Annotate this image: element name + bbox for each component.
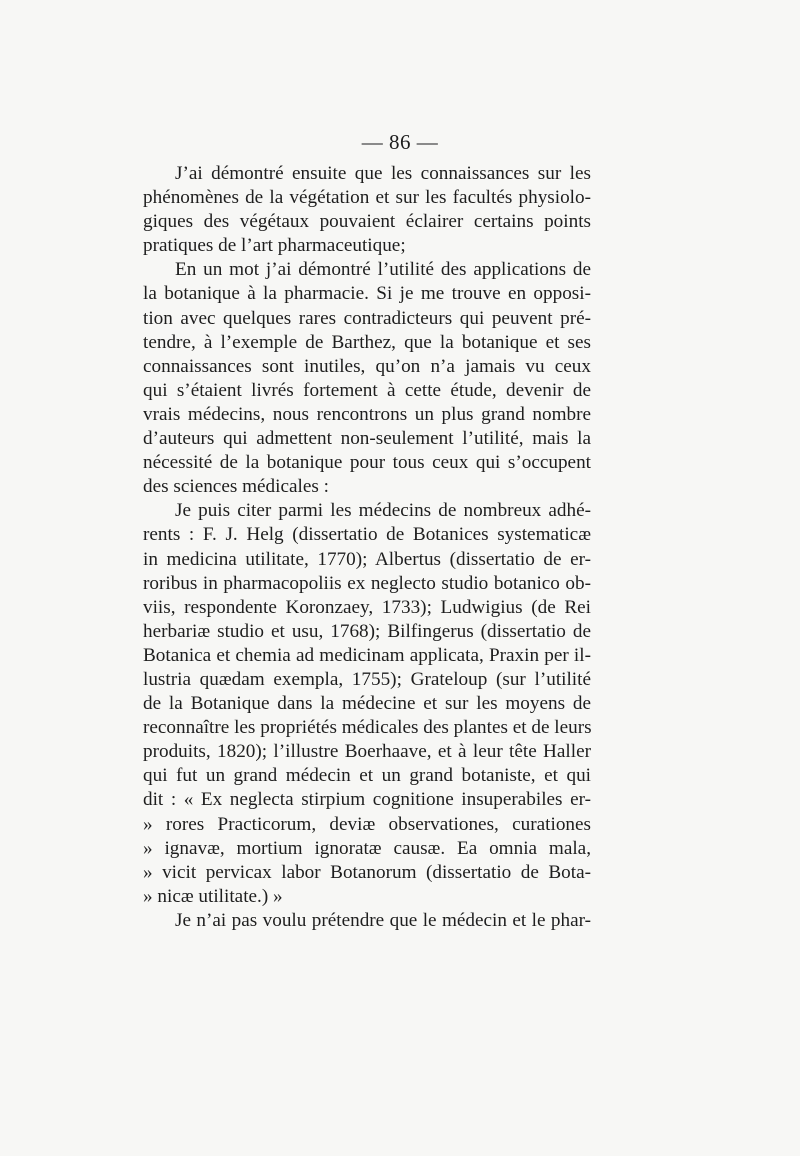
text-line: roribus in pharmacopoliis ex neglecto studio botanico ob- [143,572,591,594]
paragraph-4 [143,909,591,933]
text-line: » nicæ utilitate.) » [143,885,283,907]
text-line: des sciences médicales : [143,476,329,498]
text-line: de la Botanique dans la médecine et sur les moyens de [143,693,591,715]
text-line: nécessité de la botanique pour tous ceux qui s’occupent [143,452,591,474]
text-line: tendre, à l’exemple de Barthez, que la botanique et ses [143,331,591,353]
text-line: produits, 1820); l’illustre Boerhaave, et à leur tête Haller [143,741,591,763]
text-line: En un mot j’ai démontré l’utilité des applications de [175,259,591,281]
text-line: la botanique à la pharmacie. Si je me trouve en opposi- [143,283,591,305]
body-text [143,162,591,933]
page-number: — 86 — [361,130,439,154]
text-line: » ignavæ, mortium ignoratæ causæ. Ea omnia mala, [143,837,591,859]
paragraph-2 [143,258,591,499]
text-line: pratiques de l’art pharmaceutique; [143,235,406,257]
text-line: qui s’étaient livrés fortement à cette étude, devenir de [143,379,591,401]
text-line: dit : « Ex neglecta stirpium cognitione insuperabiles er- [143,789,591,811]
text-line: Botanica et chemia ad medicinam applicata, Praxin per il- [143,644,591,666]
text-line: reconnaître les propriétés médicales des plantes et de leurs [143,717,592,739]
text-line: Je puis citer parmi les médecins de nombreux adhé- [175,500,591,522]
text-line: viis, respondente Koronzaey, 1733); Ludwigius (de Rei [143,596,591,618]
text-line: tion avec quelques rares contradicteurs qui peuvent pré- [143,307,591,329]
text-line: rents : F. J. Helg (dissertatio de Botanices systematicæ [143,524,591,546]
text-line: d’auteurs qui admettent non-seulement l’utilité, mais la [143,428,591,450]
text-line: giques des végétaux pouvaient éclairer certains points [143,211,591,233]
paragraph-3 [143,499,591,909]
text-line: qui fut un grand médecin et un grand botaniste, et qui [143,765,591,787]
text-line: » vicit pervicax labor Botanorum (dissertatio de Bota- [143,861,591,883]
text-line: vrais médecins, nous rencontrons un plus grand nombre [143,403,591,425]
text-line: in medicina utilitate, 1770); Albertus (dissertatio de er- [143,548,591,570]
paragraph-1 [143,162,591,258]
text-line: » rores Practicorum, deviæ observationes, curationes [143,813,591,835]
text-line: lustria quædam exempla, 1755); Grateloup (sur l’utilité [143,668,591,690]
text-line: herbariæ studio et usu, 1768); Bilfingerus (dissertatio de [143,620,591,642]
text-line: phénomènes de la végétation et sur les facultés physiolo- [143,187,591,209]
text-line: Je n’ai pas voulu prétendre que le médecin et le phar- [175,909,591,931]
text-line: connaissances sont inutiles, qu’on n’a jamais vu ceux [143,355,591,377]
text-line: J’ai démontré ensuite que les connaissances sur les [175,163,591,184]
